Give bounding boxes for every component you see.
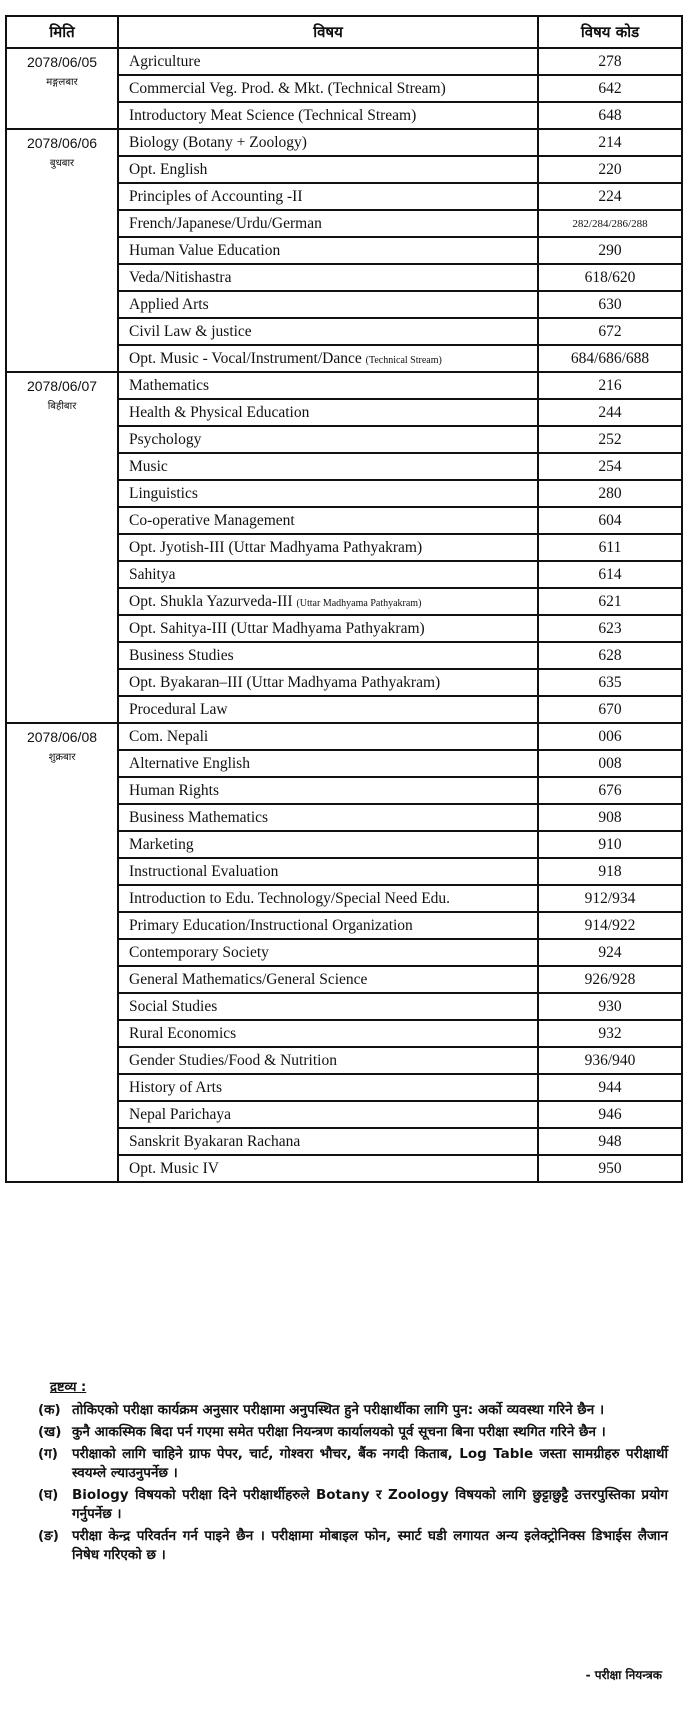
subject-name: Alternative English [129, 754, 250, 772]
subject-code: 948 [538, 1128, 682, 1155]
subject-code: 918 [538, 858, 682, 885]
subject-name: Human Rights [129, 781, 219, 799]
subject-cell [118, 345, 538, 372]
exam-schedule-table [5, 15, 683, 1183]
subject-name: Sahitya [129, 565, 176, 583]
table-header-row [6, 16, 682, 48]
subject-cell [118, 777, 538, 804]
subject-cell [118, 291, 538, 318]
subject-cell [118, 993, 538, 1020]
subject-code: 912/934 [538, 885, 682, 912]
subject-code: 254 [538, 453, 682, 480]
date-cell [6, 723, 118, 1182]
header-date: मिति [6, 16, 118, 48]
subject-code: 672 [538, 318, 682, 345]
subject-cell [118, 156, 538, 183]
subject-code: 614 [538, 561, 682, 588]
subject-name: Biology (Botany + Zoology) [129, 133, 307, 151]
subject-code: 280 [538, 480, 682, 507]
subject-cell [118, 615, 538, 642]
subject-cell [118, 129, 538, 156]
subject-code: 618/620 [538, 264, 682, 291]
subject-name: Com. Nepali [129, 727, 209, 745]
subject-note: (Technical Stream) [365, 354, 442, 366]
note-item [38, 1486, 668, 1524]
subject-code: 214 [538, 129, 682, 156]
header-subject: विषय [118, 16, 538, 48]
subject-code: 908 [538, 804, 682, 831]
subject-cell [118, 102, 538, 129]
subject-cell [118, 858, 538, 885]
subject-code: 244 [538, 399, 682, 426]
notes-section [38, 1378, 668, 1568]
notes-title: द्रष्टव्य : [50, 1380, 87, 1395]
subject-cell [118, 426, 538, 453]
exam-date: 2078/06/05 [26, 54, 98, 70]
subject-cell [118, 318, 538, 345]
subject-name: Business Studies [129, 646, 234, 664]
subject-cell [118, 588, 538, 615]
subject-code: 621 [538, 588, 682, 615]
subject-name: Sanskrit Byakaran Rachana [129, 1132, 301, 1150]
subject-cell [118, 75, 538, 102]
subject-name: Psychology [129, 430, 202, 448]
subject-cell [118, 1074, 538, 1101]
subject-name: Mathematics [129, 376, 210, 394]
subject-name: Linguistics [129, 484, 198, 502]
subject-code: 946 [538, 1101, 682, 1128]
subject-code: 950 [538, 1155, 682, 1182]
exam-day: मङ्गलबार [46, 77, 78, 88]
subject-code: 278 [538, 48, 682, 75]
subject-name: Agriculture [129, 52, 201, 70]
table-row [6, 723, 682, 750]
note-label: (ख) [38, 1424, 62, 1440]
subject-code: 648 [538, 102, 682, 129]
subject-cell [118, 372, 538, 399]
subject-name: Marketing [129, 835, 194, 853]
subject-name: Business Mathematics [129, 808, 269, 826]
subject-cell [118, 183, 538, 210]
subject-name: Introduction to Edu. Technology/Special Need Edu. [129, 889, 451, 907]
subject-code: 290 [538, 237, 682, 264]
date-cell [6, 372, 118, 723]
header-code: विषय कोड [538, 16, 682, 48]
table-row [6, 48, 682, 75]
subject-name: Introductory Meat Science (Technical Stream) [129, 106, 417, 124]
note-item [38, 1423, 668, 1442]
subject-cell [118, 210, 538, 237]
subject-code: 628 [538, 642, 682, 669]
subject-cell [118, 48, 538, 75]
subject-code: 216 [538, 372, 682, 399]
subject-name: Human Value Education [129, 241, 281, 259]
subject-cell [118, 912, 538, 939]
subject-name: Civil Law & justice [129, 322, 252, 340]
subject-code: 932 [538, 1020, 682, 1047]
note-label: (क) [38, 1402, 61, 1418]
subject-cell [118, 885, 538, 912]
subject-cell [118, 966, 538, 993]
subject-cell [118, 1047, 538, 1074]
subject-name: Nepal Parichaya [129, 1105, 231, 1123]
subject-cell [118, 1128, 538, 1155]
subject-cell [118, 1101, 538, 1128]
notes-list [38, 1401, 668, 1565]
note-text: परीक्षा केन्द्र परिवर्तन गर्न पाइने छैन । परीक्षामा मोबाइल फोन, स्मार्ट घडी लगायत अन्य इलेक्ट्रोनिक्स डिभाईस लैजान निषेध गरिएको छ । [72, 1528, 668, 1563]
subject-name: Opt. Music - Vocal/Instrument/Dance [129, 349, 362, 367]
date-cell [6, 129, 118, 372]
subject-cell [118, 750, 538, 777]
exam-day: शुक्रबार [48, 752, 76, 763]
subject-code: 930 [538, 993, 682, 1020]
exam-date: 2078/06/06 [26, 135, 98, 151]
subject-name: Primary Education/Instructional Organization [129, 916, 413, 934]
subject-code: 926/928 [538, 966, 682, 993]
subject-code: 684/686/688 [538, 345, 682, 372]
subject-code: 008 [538, 750, 682, 777]
subject-name: Social Studies [129, 997, 218, 1015]
note-item [38, 1527, 668, 1565]
subject-cell [118, 696, 538, 723]
subject-name: History of Arts [129, 1078, 222, 1096]
subject-cell [118, 453, 538, 480]
subject-code: 910 [538, 831, 682, 858]
subject-code: 611 [538, 534, 682, 561]
subject-cell [118, 264, 538, 291]
note-label: (घ) [38, 1487, 59, 1503]
subject-name: Procedural Law [129, 700, 228, 718]
subject-code: 252 [538, 426, 682, 453]
exam-day: बिहीबार [47, 401, 77, 412]
exam-date: 2078/06/08 [26, 729, 98, 745]
subject-code: 282/284/286/288 [538, 210, 682, 237]
subject-name: Rural Economics [129, 1024, 237, 1042]
subject-name: Opt. Byakaran–III (Uttar Madhyama Pathyakram) [129, 673, 441, 691]
note-text: परीक्षाको लागि चाहिने ग्राफ पेपर, चार्ट, गोश्वरा भौचर, बैंक नगदी किताब, Log Table जस्ता सामग्रीहरु परीक्षार्थी स्वयम्ले ल्याउनुपर्नेछ । [72, 1446, 668, 1481]
note-text: Biology विषयको परीक्षा दिने परीक्षार्थीहरुले Botany र Zoology विषयको लागि छुट्टाछुट्टै उत्तरपुस्तिका प्रयोग गर्नुपर्नेछ । [72, 1487, 668, 1522]
subject-name: Opt. Shukla Yazurveda-III [129, 592, 293, 610]
subject-cell [118, 831, 538, 858]
subject-cell [118, 642, 538, 669]
subject-cell [118, 399, 538, 426]
subject-code: 642 [538, 75, 682, 102]
subject-name: Applied Arts [129, 295, 209, 313]
subject-name: Gender Studies/Food & Nutrition [129, 1051, 337, 1069]
table-row [6, 129, 682, 156]
subject-name: Contemporary Society [129, 943, 269, 961]
subject-name: Opt. Music IV [129, 1159, 219, 1177]
note-text: कुनै आकस्मिक बिदा पर्न गएमा समेत परीक्षा नियन्त्रण कार्यालयको पूर्व सूचना बिना परीक्षा स्थगित गरिने छैन । [72, 1424, 606, 1440]
subject-name: Health & Physical Education [129, 403, 310, 421]
subject-code: 623 [538, 615, 682, 642]
subject-code: 914/922 [538, 912, 682, 939]
subject-code: 220 [538, 156, 682, 183]
subject-cell [118, 669, 538, 696]
subject-cell [118, 804, 538, 831]
subject-name: Opt. English [129, 160, 208, 178]
subject-cell [118, 480, 538, 507]
date-cell [6, 48, 118, 129]
table-row [6, 372, 682, 399]
subject-cell [118, 1155, 538, 1182]
subject-code: 635 [538, 669, 682, 696]
subject-name: Music [129, 457, 168, 475]
note-item [38, 1401, 668, 1420]
subject-code: 936/940 [538, 1047, 682, 1074]
subject-code: 006 [538, 723, 682, 750]
subject-code: 924 [538, 939, 682, 966]
table-body [6, 48, 682, 1182]
subject-cell [118, 507, 538, 534]
subject-cell [118, 561, 538, 588]
note-item [38, 1445, 668, 1483]
signature: - परीक्षा नियन्त्रक [585, 1668, 662, 1682]
subject-name: Veda/Nitishastra [129, 268, 232, 286]
subject-name: Opt. Sahitya-III (Uttar Madhyama Pathyakram) [129, 619, 425, 637]
subject-code: 224 [538, 183, 682, 210]
subject-code: 944 [538, 1074, 682, 1101]
exam-day: बुधबार [49, 158, 75, 169]
subject-code: 676 [538, 777, 682, 804]
subject-name: General Mathematics/General Science [129, 970, 368, 988]
subject-cell [118, 1020, 538, 1047]
subject-name: Opt. Jyotish-III (Uttar Madhyama Pathyakram) [129, 538, 423, 556]
note-label: (ग) [38, 1446, 58, 1462]
exam-date: 2078/06/07 [26, 378, 98, 394]
subject-code: 604 [538, 507, 682, 534]
subject-cell [118, 534, 538, 561]
subject-name: Principles of Accounting -II [129, 187, 303, 205]
subject-code: 670 [538, 696, 682, 723]
subject-cell [118, 939, 538, 966]
subject-cell [118, 237, 538, 264]
subject-name: Commercial Veg. Prod. & Mkt. (Technical Stream) [129, 79, 446, 97]
subject-cell [118, 723, 538, 750]
note-text: तोकिएको परीक्षा कार्यक्रम अनुसार परीक्षामा अनुपस्थित हुने परीक्षार्थीका लागि पुन: अर्को व्यवस्था गरिने छैन । [72, 1402, 605, 1418]
note-label: (ङ) [38, 1528, 59, 1544]
subject-name: Instructional Evaluation [129, 862, 279, 880]
subject-note: (Uttar Madhyama Pathyakram) [296, 597, 422, 609]
subject-name: French/Japanese/Urdu/German [129, 214, 322, 232]
subject-code: 630 [538, 291, 682, 318]
subject-name: Co-operative Management [129, 511, 295, 529]
